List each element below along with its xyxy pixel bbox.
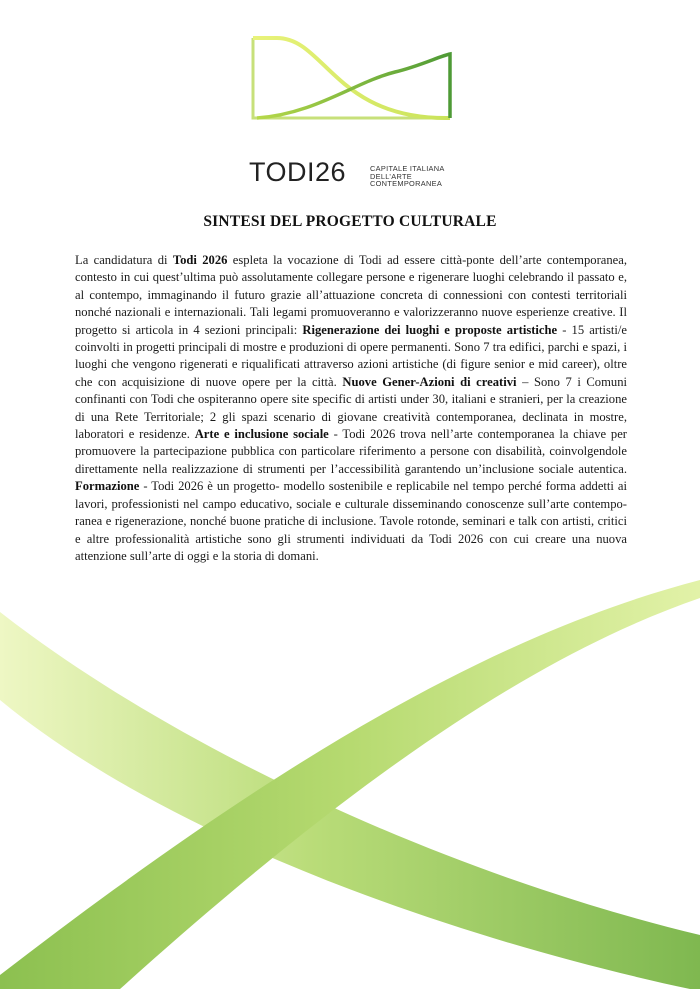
page-title: SINTESI DEL PROGETTO CULTURALE (203, 213, 497, 230)
todi26-logo (245, 32, 460, 189)
logo-tagline-line: CAPITALE ITALIANA (370, 164, 445, 173)
logo-mark-icon (245, 32, 460, 162)
body-paragraph (75, 252, 627, 565)
logo-name: TODI26 (249, 157, 347, 187)
body-text-run: - 15 artisti/e coinvolti in progetti principali di mostre e produzioni di opere permanenti. Sono 7 tra edifici, parchi e spazi, i luoghi che vengono rigenerati e riqualificati attraverso azioni artistiche (di figure senior e mid career), oltre che con acquisizione di nuove opere per la città. (75, 322, 627, 389)
body-text-run: La candidatura di (75, 253, 173, 267)
section-heading-rigenerazione: Rigenerazione dei luoghi e proposte artistiche (302, 322, 558, 337)
section-heading-formazione: Formazione (75, 479, 140, 494)
section-heading-arte-inclusione: Arte e inclusione sociale (194, 427, 329, 442)
logo-tagline-line: DELL’ARTE (370, 171, 412, 181)
body-text-run: - Todi 2026 trova nell’arte contemporanea la chiave per promuovere la partecipazione pubblica con particolare riferimento a persone con disabilità, coinvolgendole direttamente nella realizzazione di strumenti per l’accessibilità garantendo un’inclusione sociale autentica. (75, 427, 627, 476)
body-text-run: - Todi 2026 è un progetto- modello sostenibile e replicabile nel tempo perché forma addetti ai lavori, professionisti nel campo educativo, sociale e culturale disseminando conoscenze sull’arte contemporanea e rigenerazione, nonché buone pratiche di inclusione. Tavole rotonde, seminari e talk con artisti, critici e altre professionalità artistiche sono gli strumenti individuati da Todi 2026 con cui creare una nuova attenzione sull’arte di oggi e la storia di domani. (75, 479, 627, 563)
body-bold-run: Todi 2026 (172, 253, 228, 267)
logo-tagline-line: CONTEMPORANEA (370, 179, 443, 189)
body-text-run: – Sono 7 i Comuni confinanti con Todi che ospiteranno opere site specific di artisti under 30, italiani e stranieri, per la creazione di una Rete Territoriale; 2 gli spazi scenario di giovane creatività contemporanea, declinata in mostre, laboratori e residenze. (75, 374, 627, 442)
logo-tagline (370, 165, 490, 188)
body-text-run: espleta la vocazione di Todi ad essere città-ponte dell’arte contemporanea, contesto in cui quest’ultima può assolutamente collegare persone e rigenerare luoghi celebrando il passato e, al contempo, immaginando il futuro grazie all’attuazione concreta di connessioni con contesti territoriali nonché nazionali e internazionali. Tali legami promuoveranno e valorizzeranno nuove esperienze creative. Il progetto si articola in 4 sezioni principali: (75, 253, 627, 337)
section-heading-nuove-gener-azioni: Nuove Gener-Azioni di creativi (342, 374, 517, 389)
